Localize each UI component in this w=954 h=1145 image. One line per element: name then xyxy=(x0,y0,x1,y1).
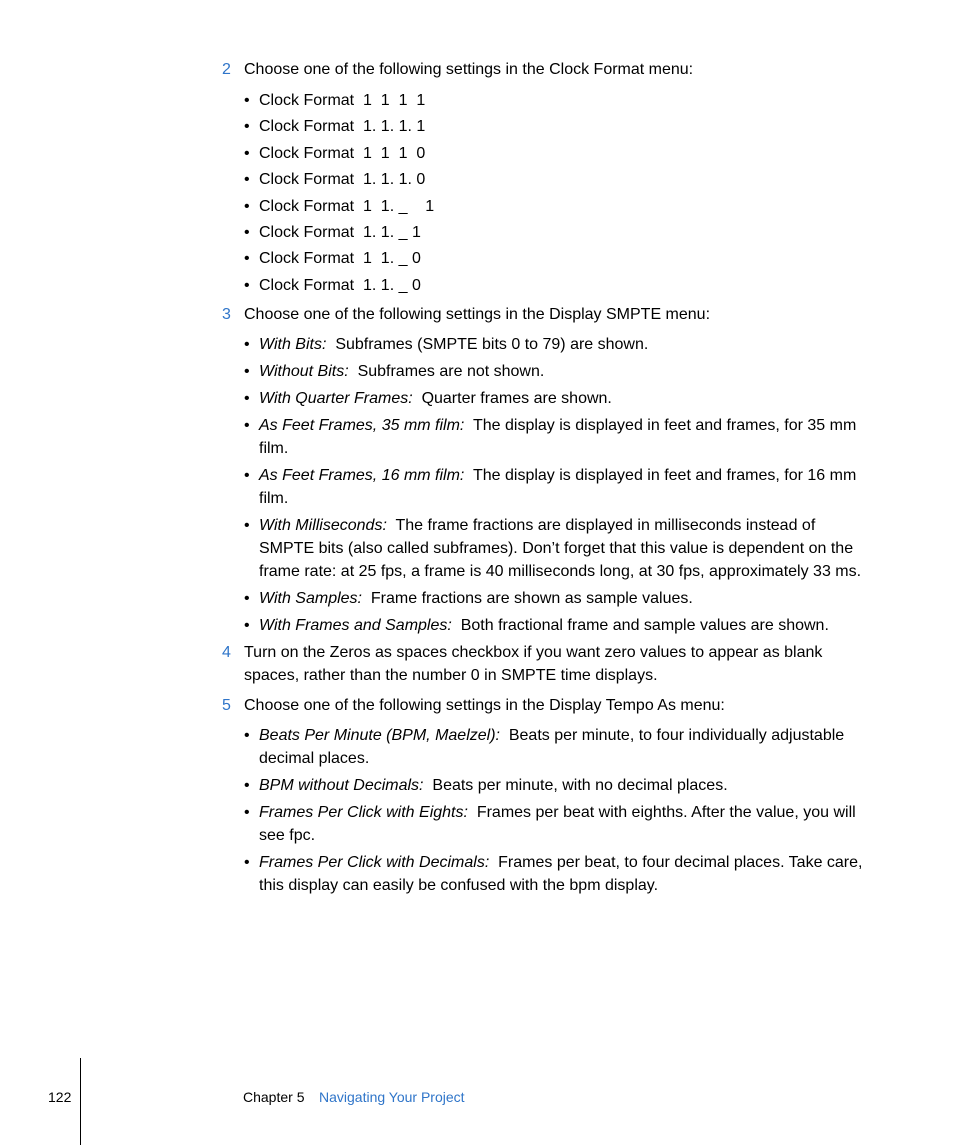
option-term: Frames Per Click with Eights: xyxy=(259,804,468,821)
bullet-icon: • xyxy=(244,390,250,407)
option-description: The display is displayed in feet and frames, for 35 mm film. xyxy=(259,417,857,457)
footer-chapter-label: Chapter 5 xyxy=(243,1089,305,1105)
bullet-icon: • xyxy=(244,144,250,162)
step-text: Choose one of the following settings in the Clock Format menu: xyxy=(244,61,694,78)
bullet-icon: • xyxy=(244,336,250,353)
bullet-icon: • xyxy=(244,92,250,109)
option-term: With Samples: xyxy=(259,590,362,607)
list-item xyxy=(244,333,874,356)
bullet-icon: • xyxy=(244,517,250,534)
step-text: Choose one of the following settings in the Display Tempo As menu: xyxy=(244,697,725,714)
step-2 xyxy=(222,58,872,81)
option-description: Frames per beat with eighths. After the value, you will see fpc. xyxy=(259,804,856,844)
option-term: With Quarter Frames: xyxy=(259,390,413,407)
tempo-options-list xyxy=(244,724,874,897)
list-item xyxy=(244,514,874,583)
list-item xyxy=(244,614,874,637)
option-term: Without Bits: xyxy=(259,363,349,380)
option-term: BPM without Decimals: xyxy=(259,777,424,794)
step-number: 3 xyxy=(222,306,231,323)
list-item xyxy=(244,464,874,510)
option-description: Quarter frames are shown. xyxy=(421,390,612,407)
list-item xyxy=(244,360,874,383)
option-description: The frame fractions are displayed in milliseconds instead of SMPTE bits (also called subframes). Don’t forget that this value is dependent on the frame rate: at 25 fps, a frame is 40 milliseconds long, at 30 fps, approximately 33 ms. xyxy=(259,517,862,580)
option-description: Beats per minute, to four individually adjustable decimal places. xyxy=(259,727,845,767)
bullet-icon: • xyxy=(244,276,250,294)
list-item xyxy=(244,774,874,797)
option-description: Subframes are not shown. xyxy=(357,363,545,380)
list-item: • Clock Format 1 1 1 0 xyxy=(244,141,874,167)
list-item xyxy=(244,724,874,770)
step-5 xyxy=(222,694,872,717)
option-term: Beats Per Minute (BPM, Maelzel): xyxy=(259,727,500,744)
bullet-icon: • xyxy=(244,777,250,794)
list-item xyxy=(244,587,874,610)
step-number: 2 xyxy=(222,61,231,78)
list-item: • Clock Format 1 1. _ 0 xyxy=(244,246,874,272)
list-item: • Clock Format 1 1. _ 1 xyxy=(244,194,874,220)
footer-divider xyxy=(80,1058,81,1145)
list-item: • Clock Format 1. 1. _ 1 xyxy=(244,220,874,246)
step-text: Turn on the Zeros as spaces checkbox if you want zero values to appear as blank spaces, rather than the number 0 in SMPTE time displays. xyxy=(244,644,823,684)
bullet-icon: • xyxy=(244,118,250,136)
step-4 xyxy=(222,641,872,687)
option-description: Both fractional frame and sample values are shown. xyxy=(460,617,829,634)
list-item xyxy=(244,801,874,847)
step-number: 4 xyxy=(222,644,231,661)
bullet-icon: • xyxy=(244,617,250,634)
option-term: As Feet Frames, 16 mm film: xyxy=(259,467,465,484)
option-description: The display is displayed in feet and frames, for 16 mm film. xyxy=(259,467,857,507)
option-description: Subframes (SMPTE bits 0 to 79) are shown. xyxy=(335,336,649,353)
bullet-icon: • xyxy=(244,804,250,821)
step-3 xyxy=(222,303,872,326)
bullet-icon: • xyxy=(244,363,250,380)
bullet-icon: • xyxy=(244,224,250,242)
list-item xyxy=(244,414,874,460)
option-description: Frames per beat, to four decimal places. Take care, this display can easily be confused with the bpm display. xyxy=(259,854,863,894)
list-item xyxy=(244,851,874,897)
option-term: As Feet Frames, 35 mm film: xyxy=(259,417,465,434)
bullet-icon: • xyxy=(244,171,250,189)
option-description: Frame fractions are shown as sample values. xyxy=(370,590,693,607)
bullet-icon: • xyxy=(244,417,250,434)
bullet-icon: • xyxy=(244,854,250,871)
page-number: 122 xyxy=(48,1089,72,1105)
list-item: • Clock Format 1. 1. _ 0 xyxy=(244,273,874,299)
step-text: Choose one of the following settings in the Display SMPTE menu: xyxy=(244,306,711,323)
footer-chapter-title: Navigating Your Project xyxy=(319,1089,465,1105)
bullet-icon: • xyxy=(244,727,250,744)
step-number: 5 xyxy=(222,697,231,714)
bullet-icon: • xyxy=(244,197,250,215)
list-item: • Clock Format 1. 1. 1. 0 xyxy=(244,167,874,193)
bullet-icon: • xyxy=(244,590,250,607)
option-term: With Bits: xyxy=(259,336,327,353)
option-description: Beats per minute, with no decimal places. xyxy=(432,777,728,794)
bullet-icon: • xyxy=(244,250,250,268)
list-item: • Clock Format 1. 1. 1. 1 xyxy=(244,114,874,140)
clock-format-list xyxy=(244,88,874,299)
bullet-icon: • xyxy=(244,467,250,484)
option-term: With Frames and Samples: xyxy=(259,617,452,634)
list-item xyxy=(244,387,874,410)
smpte-options-list xyxy=(244,333,874,637)
list-item: • Clock Format 1 1 1 1 xyxy=(244,88,874,114)
option-term: Frames Per Click with Decimals: xyxy=(259,854,490,871)
option-term: With Milliseconds: xyxy=(259,517,387,534)
